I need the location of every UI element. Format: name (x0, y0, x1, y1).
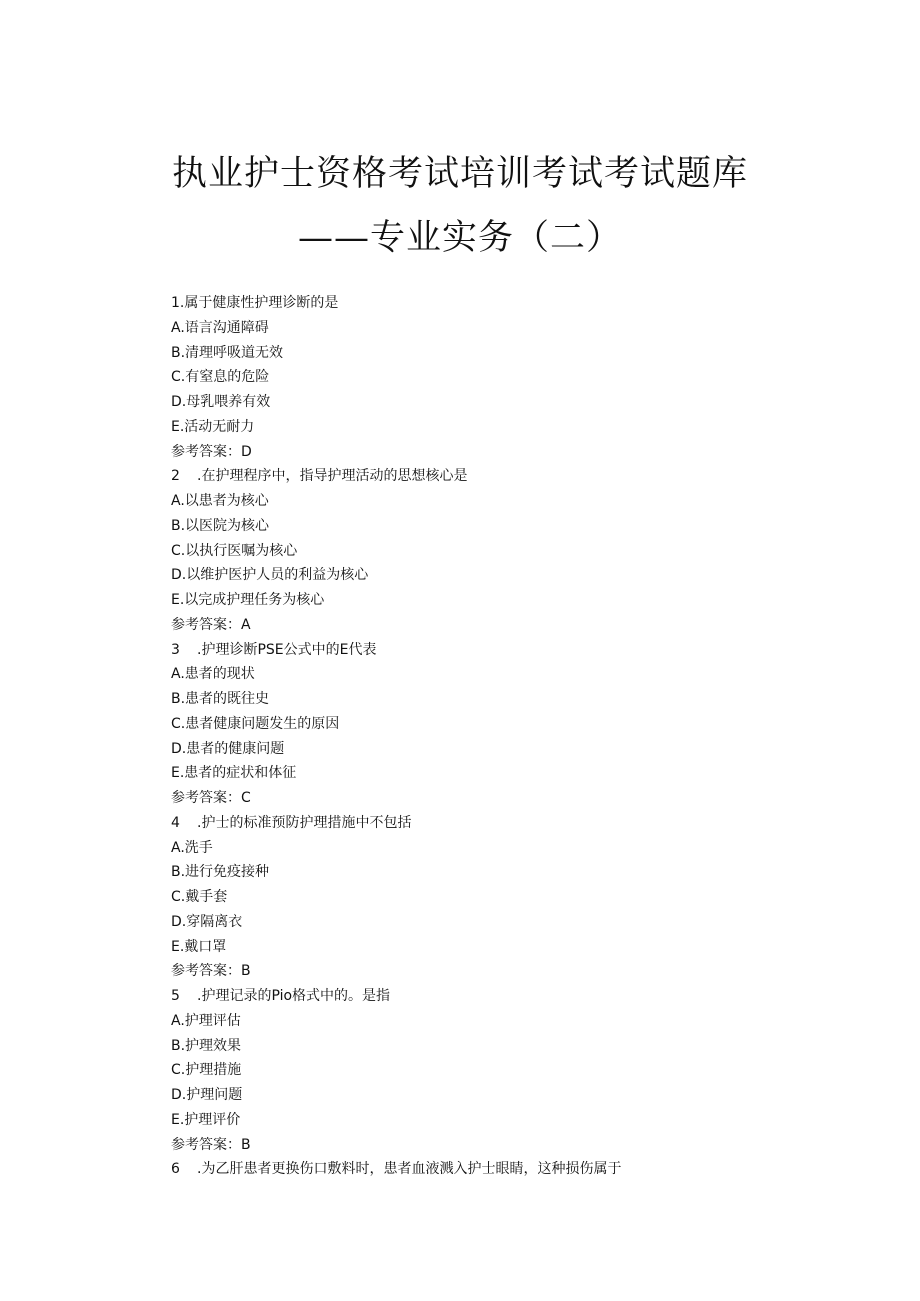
question-number: 2 (171, 468, 180, 485)
question-stem (171, 638, 871, 663)
document-subtitle: ——专业实务（二） (297, 218, 622, 258)
answer: 参考答案：C (171, 790, 251, 806)
option-e: E.以完成护理任务为核心 (171, 592, 325, 608)
answer: 参考答案：A (171, 616, 251, 633)
option-d: D.以维护医护人员的利益为核心 (171, 567, 369, 584)
option-c: C.护理措施 (171, 1062, 242, 1079)
option-d: D.穿隔离衣 (171, 913, 243, 930)
question-text: .护士的标准预防护理措施中不包括 (197, 814, 412, 831)
option-e: E.护理评价 (171, 1111, 241, 1128)
option-b: B.清理呼吸道无效 (171, 344, 284, 361)
question-text: .为乙肝患者更换伤口敷料时，患者血液溅入护士眼睛，这种损伤属于 (197, 1161, 622, 1178)
option-a: A.洗手 (171, 839, 213, 856)
option-b: B.进行免疫接种 (171, 864, 270, 881)
question-list (171, 291, 871, 1182)
option-c: C.戴手套 (171, 889, 228, 905)
option-b: B.以医院为核心 (171, 517, 270, 534)
question-text: .在护理程序中，指导护理活动的思想核心是 (197, 468, 468, 485)
answer: 参考答案：B (171, 1136, 251, 1153)
option-c: C.有窒息的危险 (171, 369, 270, 386)
question-text: .护理记录的Pio格式中的。是指 (197, 988, 391, 1004)
option-a: A.语言沟通障碍 (171, 319, 269, 336)
document-title: 执业护士资格考试培训考试考试题库 (171, 154, 748, 194)
question-number: 3 (171, 641, 180, 658)
answer: 参考答案：D (171, 443, 252, 460)
question-stem (171, 1157, 871, 1182)
option-c: C.以执行医嘱为核心 (171, 542, 298, 559)
question-number: 6 (171, 1161, 180, 1178)
option-e: E.患者的症状和体征 (171, 765, 297, 782)
question-number: 4 (171, 814, 180, 831)
question-text: .护理诊断PSE公式中的E代表 (197, 641, 377, 658)
question-stem (171, 984, 871, 1009)
option-d: D.患者的健康问题 (171, 740, 285, 757)
option-d: D.母乳喂养有效 (171, 394, 271, 410)
option-e: E.活动无耐力 (171, 418, 255, 435)
option-a: A.患者的现状 (171, 666, 255, 683)
option-a: A.以患者为核心 (171, 493, 269, 509)
option-a: A.护理评估 (171, 1012, 241, 1029)
option-c: C.患者健康问题发生的原因 (171, 715, 340, 732)
answer: 参考答案：B (171, 963, 251, 980)
question-number: 5 (171, 988, 180, 1004)
option-b: B.护理效果 (171, 1037, 242, 1054)
option-e: E.戴口罩 (171, 938, 227, 955)
option-d: D.护理问题 (171, 1087, 243, 1103)
question-stem (171, 464, 871, 489)
question-stem: 1.属于健康性护理诊断的是 (171, 295, 339, 311)
question-stem (171, 811, 871, 836)
option-b: B.患者的既往史 (171, 691, 270, 707)
